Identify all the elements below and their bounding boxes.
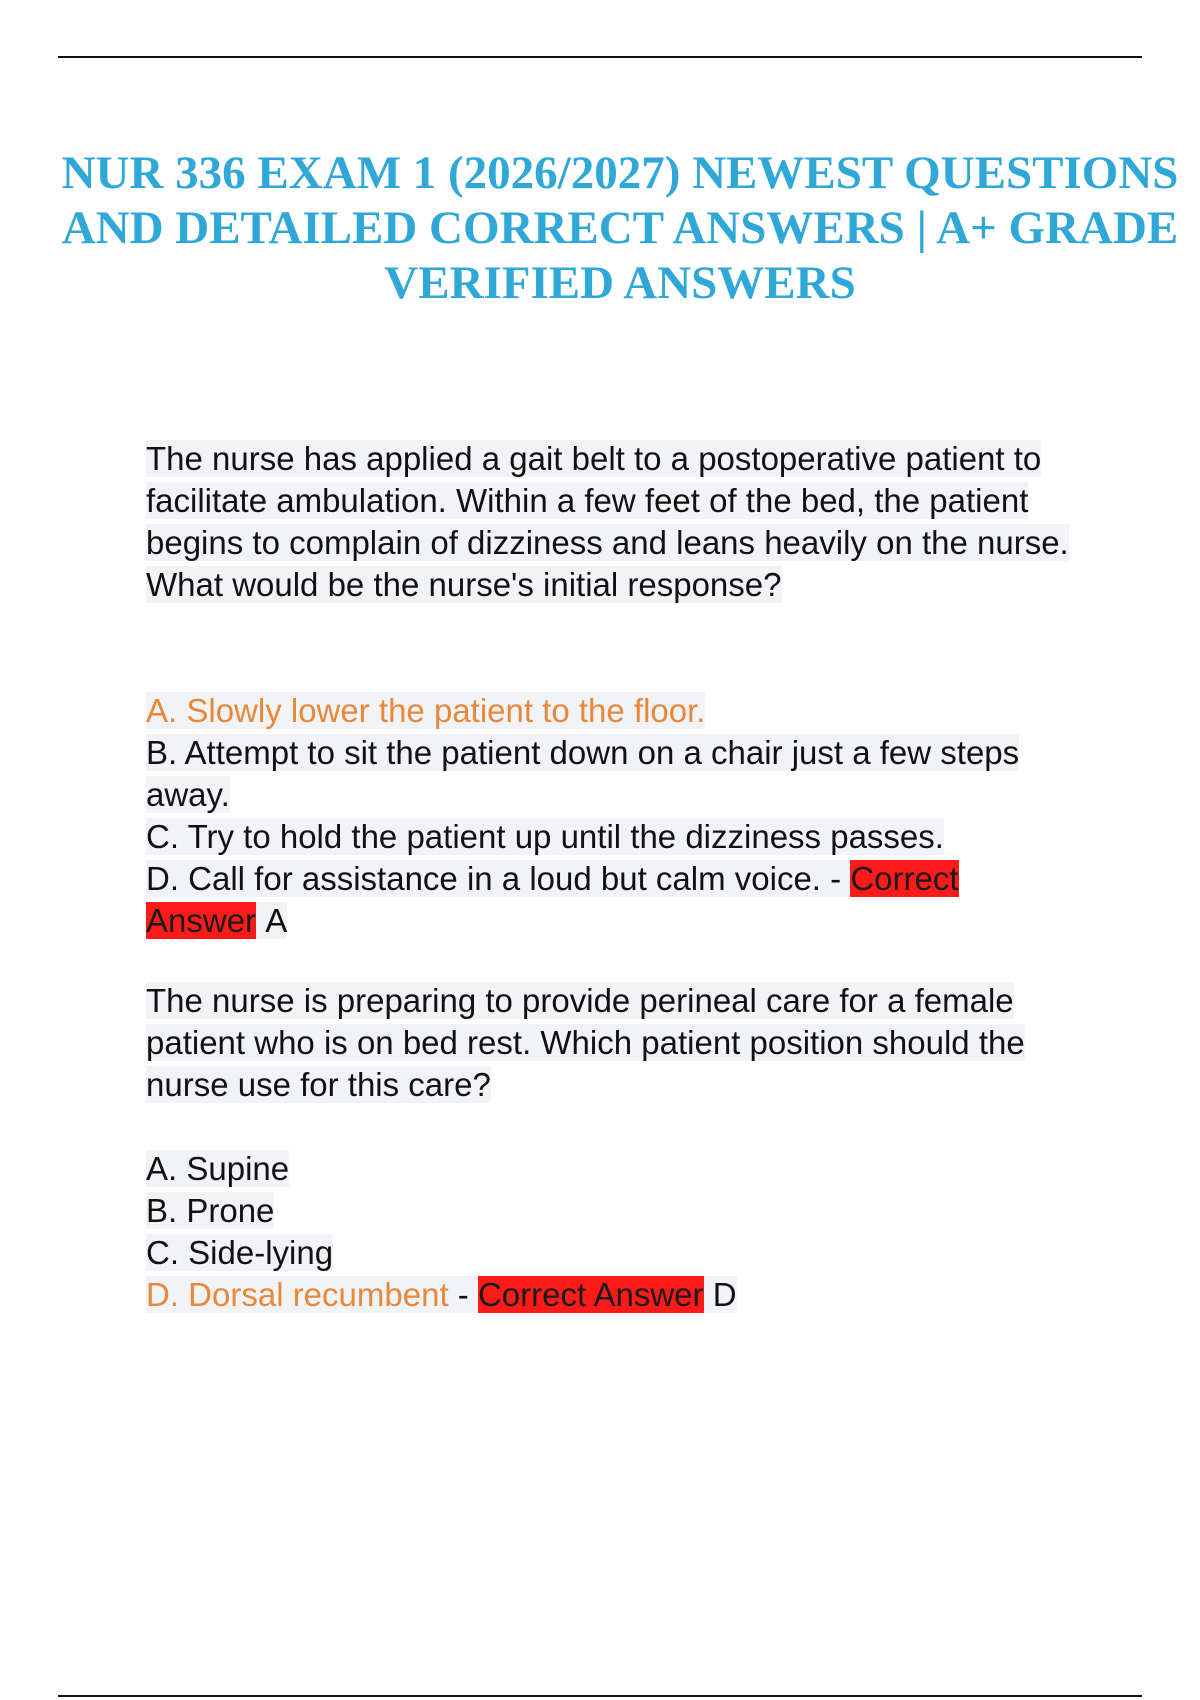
question-1-stem [146,438,1106,606]
option-text: D. Call for assistance in a loud but calm voice. [146,860,821,897]
correct-answer-badge: Correct Answer [146,860,959,939]
option-text: B. Attempt to sit the patient down on a chair just a few steps away. [146,734,1020,813]
option-b [146,1190,1106,1232]
option-text: D. Dorsal recumbent [146,1276,449,1313]
option-d [146,858,1106,942]
option-c [146,816,1106,858]
question-stem-text: The nurse is preparing to provide perineal care for a female patient who is on bed rest. Which patient position should the nurse use for this care? [146,982,1025,1103]
option-c [146,1232,1106,1274]
question-2-options [146,1148,1106,1316]
bottom-rule [58,1695,1142,1697]
option-text: A. Slowly lower the patient to the floor. [146,692,706,729]
option-d [146,1274,1106,1316]
answer-separator: - [820,860,851,897]
question-1-options [146,690,1106,942]
answer-value [256,902,287,939]
option-a [146,690,1106,732]
option-text: A. Supine [146,1150,290,1187]
answer-letter: D [712,1276,737,1313]
question-2-stem [146,980,1106,1106]
answer-separator: - [448,1276,478,1313]
option-text: C. Try to hold the patient up until the dizziness passes. [146,818,944,855]
answer-letter: A [265,902,288,939]
question-stem-text: The nurse has applied a gait belt to a postoperative patient to facilitate ambulation. Within a few feet of the bed, the patient begins to complain of dizziness and leans heavily on the nurse. What would be the nurse's initial response? [146,440,1069,603]
option-text: B. Prone [146,1192,275,1229]
option-a [146,1148,1106,1190]
option-text: C. Side-lying [146,1234,334,1271]
document-title: NUR 336 EXAM 1 (2026/2027) NEWEST QUESTIONS AND DETAILED CORRECT ANSWERS | A+ GRADE VERIFIED ANSWERS [61,147,1179,309]
top-rule [58,56,1142,58]
answer-value [704,1276,737,1313]
correct-answer-badge: Correct Answer [477,1276,704,1313]
option-b [146,732,1106,816]
